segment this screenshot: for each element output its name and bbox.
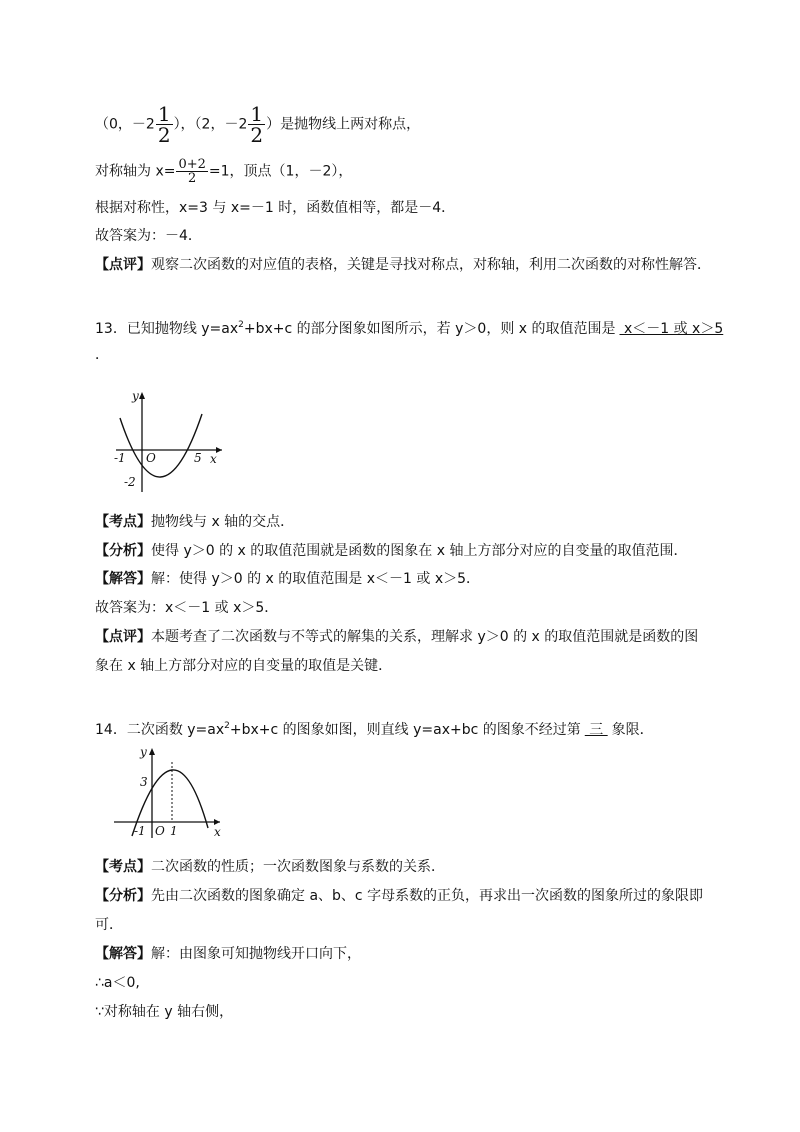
fraction-numerator: 1 [157, 102, 171, 126]
q13-fenxi [95, 541, 687, 561]
q13-kaodian [95, 512, 294, 532]
y-axis-arrow [149, 748, 155, 755]
q13-dianping [95, 627, 698, 647]
fenxi-text: 使得 y＞0 的 x 的取值范围就是函数的图象在 x 轴上方部分对应的自变量的取值范围． [151, 543, 688, 559]
kaodian-tag: 【考点】 [95, 514, 151, 530]
x-axis-arrow [216, 447, 222, 453]
jieda-tag: 【解答】 [95, 946, 151, 962]
answer-blank: x＜－1 或 x＞5 [619, 321, 724, 337]
symmetric-points-line [95, 104, 420, 145]
dianping-tag: 【点评】 [95, 629, 151, 645]
fraction-axis [176, 158, 207, 185]
tick-label-minus-2: -2 [124, 475, 136, 489]
origin-label: O [146, 451, 156, 465]
fenxi-tag: 【分析】 [95, 888, 151, 904]
parabola-graph-14 [110, 744, 230, 844]
comment-text: 观察二次函数的对应值的表格，关键是寻找对称点，对称轴，利用二次函数的对称性解答． [151, 257, 711, 273]
comment-line [95, 255, 711, 275]
text-span: 14．二次函数 y=ax [95, 722, 225, 738]
y-axis-label: y [132, 389, 139, 403]
q14-kaodian [95, 857, 445, 877]
text-span: +bx+c 的图象如图，则直线 y=ax+bc 的图象不经过第 [229, 722, 581, 738]
answer-blank: 三 [584, 722, 608, 738]
q14-step-1: ∴a＜0, [95, 975, 140, 991]
parabola-curve [120, 414, 202, 477]
question-13-period: ． [95, 347, 109, 363]
kaodian-text: 抛物线与 x 轴的交点． [151, 514, 295, 530]
text-span: （0，－2 [95, 116, 155, 133]
text-span: =1，顶点（1，－2）， [208, 163, 353, 180]
text-span: ）是抛物线上两对称点， [266, 116, 421, 133]
text-span: ），（2，－2 [173, 116, 248, 133]
fraction-numerator: 0+2 [178, 157, 206, 172]
text-span: 13．已知抛物线 y=ax [95, 321, 239, 337]
fraction-half [156, 104, 173, 145]
tick-label-1: 1 [170, 824, 178, 838]
y-axis-label: y [140, 745, 147, 759]
fraction-half [248, 104, 265, 145]
exponent: 2 [238, 320, 244, 330]
comment-tag: 【点评】 [95, 257, 151, 273]
q14-jieda [95, 944, 361, 964]
jieda-tag: 【解答】 [95, 571, 151, 587]
fraction-denominator: 2 [157, 123, 171, 147]
fraction-numerator: 1 [250, 102, 264, 126]
fenxi-text: 先由二次函数的图象确定 a、b、c 字母系数的正负，再求出一次函数的图象所过的象限即 [151, 888, 704, 904]
x-axis-label: x [210, 452, 217, 466]
fenxi-tag: 【分析】 [95, 543, 151, 559]
symmetry-reasoning-line: 根据对称性，x=3 与 x=－1 时，函数值相等，都是－4． [95, 200, 456, 216]
tick-label-3: 3 [140, 775, 148, 789]
q13-jieda [95, 569, 480, 589]
q14-step-2: ∵对称轴在 y 轴右侧， [95, 1004, 234, 1020]
fraction-denominator: 2 [250, 123, 264, 147]
text-span: 对称轴为 x= [95, 163, 176, 180]
question-13 [95, 315, 727, 339]
text-span: 象限． [611, 722, 654, 738]
jieda-text: 解：使得 y＞0 的 x 的取值范围是 x＜－1 或 x＞5． [151, 571, 481, 587]
fraction-denominator: 2 [188, 171, 197, 186]
parabola-graph-13 [110, 388, 230, 498]
question-14 [95, 716, 654, 740]
answer-line: 故答案为：－4． [95, 228, 202, 244]
q14-fenxi [95, 886, 703, 906]
tick-label-minus-1: -1 [114, 451, 126, 465]
y-axis-arrow [139, 392, 145, 399]
kaodian-tag: 【考点】 [95, 859, 151, 875]
q13-dianping-cont: 象在 x 轴上方部分对应的自变量的取值是关键． [95, 658, 393, 674]
tick-label-minus-1: -1 [134, 824, 146, 838]
dianping-text: 本题考查了二次函数与不等式的解集的关系，理解求 y＞0 的 x 的取值范围就是函数的图 [151, 629, 699, 645]
jieda-text: 解：由图象可知抛物线开口向下， [151, 946, 361, 962]
origin-label: O [155, 824, 165, 838]
kaodian-text: 二次函数的性质；一次函数图象与系数的关系． [151, 859, 445, 875]
q13-answer: 故答案为：x＜－1 或 x＞5． [95, 600, 279, 616]
exponent: 2 [224, 721, 230, 731]
tick-label-5: 5 [194, 451, 202, 465]
q14-fenxi-cont: 可． [95, 917, 123, 933]
text-span: +bx+c 的部分图象如图所示，若 y＞0，则 x 的取值范围是 [243, 321, 616, 337]
axis-of-symmetry-line [95, 158, 352, 185]
x-axis-label: x [214, 825, 221, 839]
